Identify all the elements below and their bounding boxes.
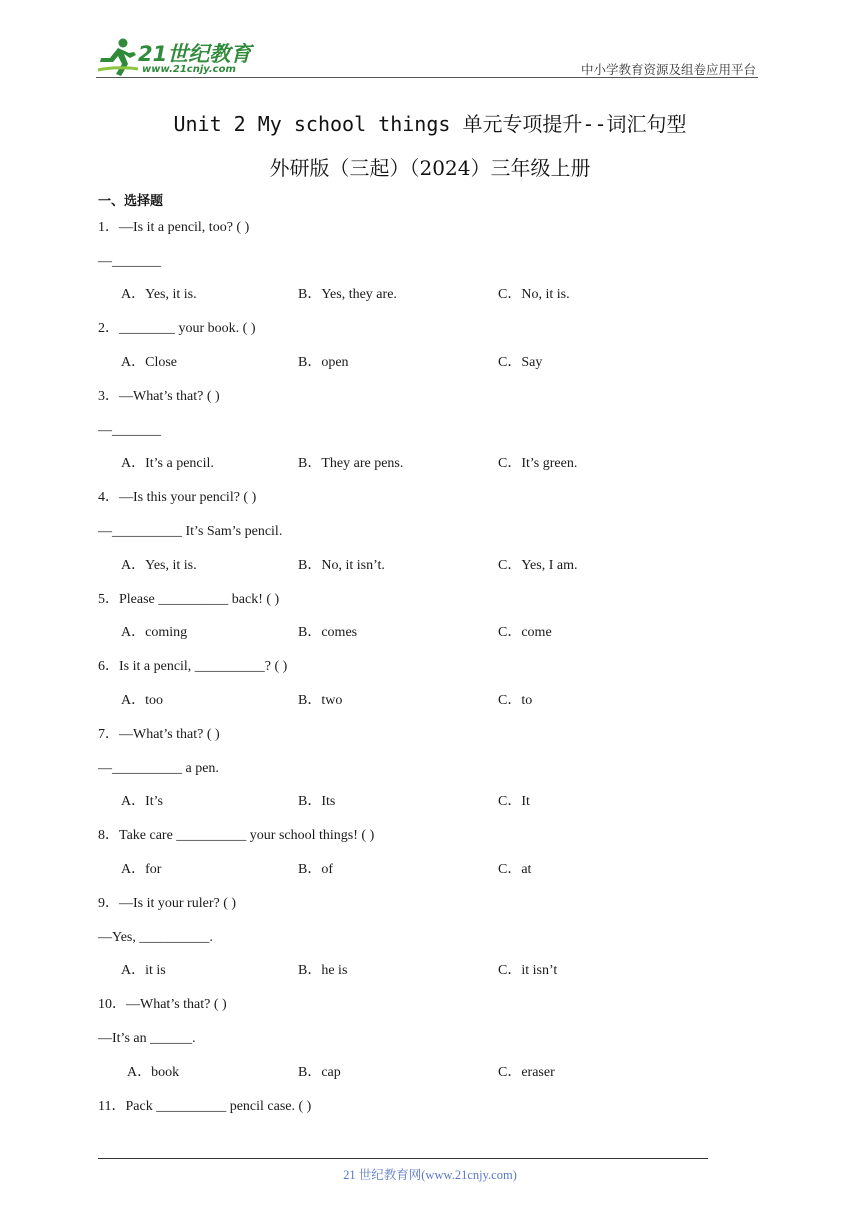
question-answer-line: —__________ a pen. bbox=[98, 761, 219, 776]
option-c: C．at bbox=[498, 862, 532, 877]
option-a: A．for bbox=[121, 862, 162, 877]
question-stem: 5．Please __________ back! ( ) bbox=[98, 592, 280, 607]
option-c: C．eraser bbox=[498, 1065, 555, 1080]
option-a: A．Yes, it is. bbox=[121, 287, 197, 302]
question-stem: 2．________ your book. ( ) bbox=[98, 321, 256, 336]
option-a: A．it is bbox=[121, 963, 166, 978]
question-answer-line: —_______ bbox=[98, 423, 161, 438]
option-c: C．it isn’t bbox=[498, 963, 558, 978]
option-b: B．he is bbox=[298, 963, 348, 978]
option-b: B．Yes, they are. bbox=[298, 287, 397, 302]
option-a: A．book bbox=[127, 1065, 180, 1080]
question-stem: 8．Take care __________ your school things! ( ) bbox=[98, 828, 375, 843]
question-answer-line: —_______ bbox=[98, 254, 161, 269]
option-b: B．Its bbox=[298, 794, 336, 809]
option-b: B．comes bbox=[298, 625, 358, 640]
option-b: B．of bbox=[298, 862, 333, 877]
question-answer-line: —Yes, __________. bbox=[98, 930, 213, 945]
question-stem: 11．Pack __________ pencil case. ( ) bbox=[98, 1099, 312, 1114]
site-logo bbox=[96, 36, 266, 80]
option-c: C．Yes, I am. bbox=[498, 558, 578, 573]
option-a: A．Yes, it is. bbox=[121, 558, 197, 573]
header-divider bbox=[96, 77, 758, 78]
option-c: C．No, it is. bbox=[498, 287, 570, 302]
option-b: B．No, it isn’t. bbox=[298, 558, 385, 573]
option-b: B．two bbox=[298, 693, 343, 708]
option-c: C．It bbox=[498, 794, 530, 809]
platform-label: 中小学教育资源及组卷应用平台 bbox=[580, 62, 756, 77]
question-stem: 10．—What’s that? ( ) bbox=[98, 997, 227, 1012]
option-a: A．It’s a pencil. bbox=[121, 456, 214, 471]
option-a: A．It’s bbox=[121, 794, 163, 809]
question-stem: 9．—Is it your ruler? ( ) bbox=[98, 896, 237, 911]
logo-url: www.21cnjy.com bbox=[142, 64, 236, 75]
running-figure-icon bbox=[96, 36, 140, 80]
option-c: C．It’s green. bbox=[498, 456, 578, 471]
question-stem: 3．—What’s that? ( ) bbox=[98, 389, 220, 404]
option-b: B．cap bbox=[298, 1065, 341, 1080]
document-title: Unit 2 My school things 单元专项提升--词汇句型 bbox=[173, 112, 687, 136]
option-b: B．They are pens. bbox=[298, 456, 404, 471]
option-c: C．to bbox=[498, 693, 533, 708]
question-stem: 6．Is it a pencil, __________? ( ) bbox=[98, 659, 288, 674]
option-a: A．Close bbox=[121, 355, 177, 370]
option-a: A．too bbox=[121, 693, 163, 708]
logo-text: 21世纪教育 bbox=[138, 42, 252, 66]
question-answer-line: —It’s an ______. bbox=[98, 1031, 196, 1046]
footer-divider bbox=[98, 1158, 708, 1159]
option-c: C．Say bbox=[498, 355, 543, 370]
option-b: B．open bbox=[298, 355, 349, 370]
document-subtitle: 外研版（三起）（2024）三年级上册 bbox=[269, 156, 591, 180]
footer-link[interactable]: 21 世纪教育网(www.21cnjy.com) bbox=[343, 1168, 517, 1182]
section-heading: 一、选择题 bbox=[98, 194, 164, 209]
question-stem: 1．—Is it a pencil, too? ( ) bbox=[98, 220, 250, 235]
question-answer-line: —__________ It’s Sam’s pencil. bbox=[98, 524, 283, 539]
option-a: A．coming bbox=[121, 625, 188, 640]
question-stem: 4．—Is this your pencil? ( ) bbox=[98, 490, 257, 505]
option-c: C．come bbox=[498, 625, 552, 640]
question-stem: 7．—What’s that? ( ) bbox=[98, 727, 220, 742]
